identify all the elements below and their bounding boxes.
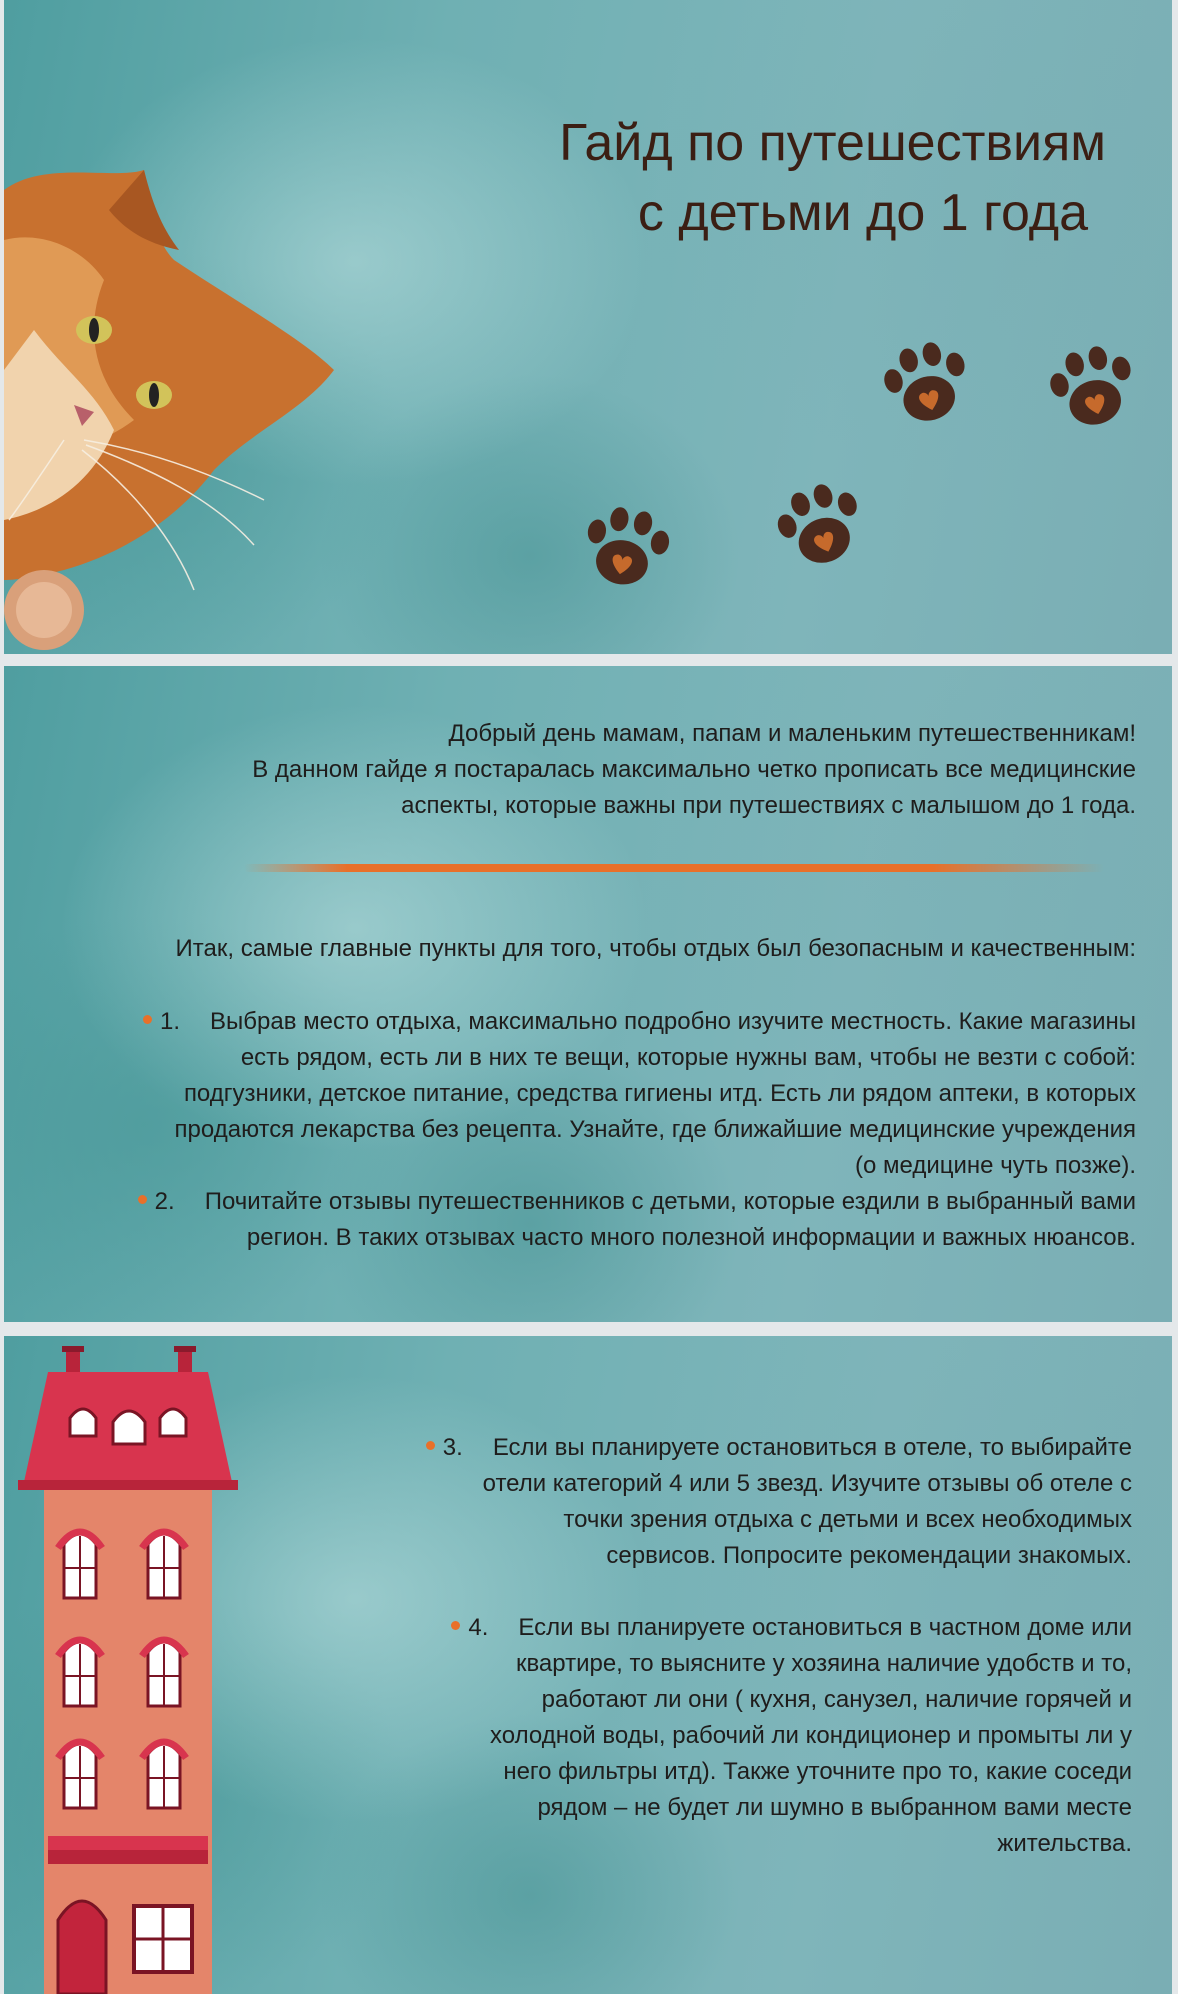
item-line: подгузники, детское питание, средства гигиены итд. Есть ли рядом аптеки, в которых: [183, 1080, 1136, 1107]
bullet-icon: [143, 1015, 152, 1024]
item-number: 4.: [468, 1614, 489, 1641]
cat-illustration: [4, 150, 344, 650]
intro-text: [56, 716, 1136, 824]
paw-print-icon: [874, 336, 984, 436]
orange-divider: [244, 864, 1104, 872]
intro-line: аспекты, которые важны при путешествиях с малышом до 1 года.: [401, 792, 1136, 819]
bullet-icon: [138, 1195, 147, 1204]
greeting: Добрый день мамам, папам и маленьким путешественникам!: [448, 720, 1136, 747]
item-number: 3.: [442, 1434, 463, 1461]
item-line: жительства.: [997, 1830, 1132, 1857]
title-line-1: Гайд по путешествиям: [559, 114, 1106, 172]
item-line: регион. В таких отзывах часто много полезной информации и важных нюансов.: [246, 1224, 1136, 1251]
item-line: Выбрав место отдыха, максимально подробно изучите местность. Какие магазины: [210, 1008, 1136, 1035]
guide-title: [559, 108, 1106, 248]
intro-line: В данном гайде я постаралась максимально четко прописать все медицинские: [252, 756, 1136, 783]
item-line: сервисов. Попросите рекомендации знакомых.: [606, 1542, 1132, 1569]
list-item: [342, 1430, 1132, 1574]
house-illustration: [18, 1336, 238, 1994]
item-number: 1.: [160, 1008, 181, 1035]
bullet-icon: [451, 1621, 460, 1630]
item-line: отели категорий 4 или 5 звезд. Изучите отзывы об отеле с: [482, 1470, 1132, 1497]
intro-slide: [4, 666, 1172, 1322]
item-line: есть рядом, есть ли в них те вещи, которые нужны вам, чтобы не везти с собой:: [240, 1044, 1136, 1071]
item-line: Если вы планируете остановиться в отеле, то выбирайте: [492, 1434, 1132, 1461]
paw-print-icon: [1040, 340, 1150, 440]
paw-print-icon: [572, 496, 682, 606]
item-number: 2.: [154, 1188, 175, 1215]
accommodation-slide: [4, 1336, 1172, 1994]
title-line-2: с детьми до 1 года: [637, 184, 1088, 242]
item-line: квартире, то выясните у хозяина наличие удобств и то,: [515, 1650, 1132, 1677]
bullet-icon: [426, 1441, 435, 1450]
item-line: Почитайте отзывы путешественников с детьми, которые ездили в выбранный вами: [204, 1188, 1136, 1215]
item-line: рядом – не будет ли шумно в выбранном вами месте: [537, 1794, 1132, 1821]
lead-sentence: Итак, самые главные пункты для того, чтобы отдых был безопасным и качественным:: [175, 935, 1136, 962]
list-item: [342, 1610, 1132, 1862]
list-item: [36, 1004, 1136, 1184]
item-line: холодной воды, рабочий ли кондиционер и промыты ли у: [490, 1722, 1132, 1749]
list-item: [36, 1184, 1136, 1256]
item-line: (о медицине чуть позже).: [855, 1152, 1136, 1179]
item-line: точки зрения отдыха с детьми и всех необходимых: [563, 1506, 1132, 1533]
item-line: продаются лекарства без рецепта. Узнайте, где ближайшие медицинские учреждения: [174, 1116, 1136, 1143]
paw-print-icon: [768, 478, 878, 578]
cover-slide: [4, 0, 1172, 654]
item-line: Если вы планируете остановиться в частном доме или: [518, 1614, 1132, 1641]
item-line: него фильтры итд). Также уточните про то, какие соседи: [503, 1758, 1132, 1785]
item-line: работают ли они ( кухня, санузел, наличие горячей и: [541, 1686, 1132, 1713]
